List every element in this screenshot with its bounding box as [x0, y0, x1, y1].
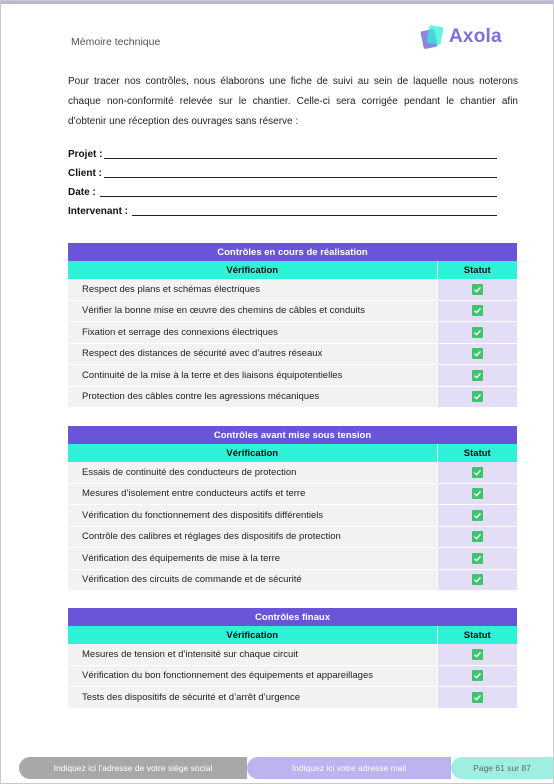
intro-paragraph: Pour tracer nos contrôles, nous élaborons une fiche de suivi au sein de laquelle nous noterons chaque non-conformité relevée sur le chantier. Celle-ci sera corrigée pendant le chantier afin d’obtenir une réception des ouvrages sans réserve : [68, 76, 518, 127]
status-cell[interactable] [437, 526, 517, 548]
logo [419, 23, 519, 53]
status-cell[interactable] [437, 483, 517, 505]
field-projet-label: Projet : [68, 149, 103, 160]
check-icon[interactable] [472, 531, 483, 542]
table-title: Contrôles en cours de réalisation [68, 243, 517, 261]
check-icon[interactable] [472, 370, 483, 381]
row-label: Tests des dispositifs de sécurité et d’arrêt d’urgence [68, 687, 437, 709]
row-label: Mesures d’isolement entre conducteurs actifs et terre [68, 483, 437, 505]
table-row [68, 569, 517, 591]
table-row [68, 300, 517, 322]
status-cell[interactable] [437, 322, 517, 344]
check-icon[interactable] [472, 327, 483, 338]
check-icon[interactable] [472, 305, 483, 316]
table-row [68, 483, 517, 505]
col-header-statut: Statut [437, 261, 517, 279]
status-cell[interactable] [437, 365, 517, 387]
table-controles-finaux [68, 608, 517, 709]
status-cell[interactable] [437, 548, 517, 570]
row-label: Respect des plans et schémas électriques [68, 279, 437, 300]
table-row [68, 526, 517, 548]
check-icon[interactable] [472, 692, 483, 703]
check-icon[interactable] [472, 649, 483, 660]
row-label: Protection des câbles contre les agressions mécaniques [68, 386, 437, 408]
top-accent-bar [1, 1, 553, 4]
check-icon[interactable] [472, 488, 483, 499]
check-icon[interactable] [472, 574, 483, 585]
row-label: Vérifier la bonne mise en œuvre des chemins de câbles et conduits [68, 300, 437, 322]
status-cell[interactable] [437, 300, 517, 322]
table-row [68, 687, 517, 709]
table-title: Contrôles finaux [68, 608, 517, 626]
axola-logo-icon [419, 23, 449, 53]
check-icon[interactable] [472, 284, 483, 295]
table-row [68, 322, 517, 344]
table-row [68, 462, 517, 483]
table-controles-avant-tension [68, 426, 517, 591]
footer-mail: Indiquez ici votre adresse mail [247, 757, 451, 779]
field-intervenant-label: Intervenant : [68, 206, 129, 217]
footer-address: Indiquez ici l’adresse de votre siège social [19, 757, 247, 779]
row-label: Continuité de la mise à la terre et des liaisons équipotentielles [68, 365, 437, 387]
field-date-label: Date : [68, 187, 96, 198]
status-cell[interactable] [437, 279, 517, 300]
table-row [68, 548, 517, 570]
table-row [68, 279, 517, 300]
status-cell[interactable] [437, 462, 517, 483]
col-header-statut: Statut [437, 444, 517, 462]
row-label: Fixation et serrage des connexions électriques [68, 322, 437, 344]
col-header-verification: Vérification [68, 261, 437, 279]
table-row [68, 386, 517, 408]
row-label: Mesures de tension et d’intensité sur chaque circuit [68, 644, 437, 665]
check-icon[interactable] [472, 510, 483, 521]
table-title: Contrôles avant mise sous tension [68, 426, 517, 444]
field-client-label: Client : [68, 168, 102, 179]
field-client-line[interactable] [104, 177, 497, 178]
row-label: Vérification du fonctionnement des dispositifs différentiels [68, 505, 437, 527]
footer-page-number: Page 61 sur 87 [451, 757, 553, 779]
field-projet-line[interactable] [104, 158, 497, 159]
field-intervenant-line[interactable] [132, 215, 497, 216]
check-icon[interactable] [472, 553, 483, 564]
status-cell[interactable] [437, 665, 517, 687]
col-header-verification: Vérification [68, 444, 437, 462]
check-icon[interactable] [472, 348, 483, 359]
field-date-line[interactable] [100, 196, 497, 197]
status-cell[interactable] [437, 687, 517, 709]
header-title: Mémoire technique [71, 36, 161, 48]
row-label: Vérification des circuits de commande et de sécurité [68, 569, 437, 591]
check-icon[interactable] [472, 670, 483, 681]
status-cell[interactable] [437, 505, 517, 527]
table-row [68, 665, 517, 687]
logo-text: Axola [449, 26, 502, 47]
row-label: Vérification des équipements de mise à la terre [68, 548, 437, 570]
row-label: Essais de continuité des conducteurs de protection [68, 462, 437, 483]
status-cell[interactable] [437, 644, 517, 665]
table-row [68, 343, 517, 365]
table-row [68, 505, 517, 527]
table-row [68, 365, 517, 387]
table-row [68, 644, 517, 665]
status-cell[interactable] [437, 386, 517, 408]
status-cell[interactable] [437, 569, 517, 591]
col-header-verification: Vérification [68, 626, 437, 644]
row-label: Respect des distances de sécurité avec d’autres réseaux [68, 343, 437, 365]
table-controles-realisation [68, 243, 517, 408]
status-cell[interactable] [437, 343, 517, 365]
row-label: Vérification du bon fonctionnement des équipements et appareillages [68, 665, 437, 687]
col-header-statut: Statut [437, 626, 517, 644]
check-icon[interactable] [472, 467, 483, 478]
check-icon[interactable] [472, 391, 483, 402]
row-label: Contrôle des calibres et réglages des dispositifs de protection [68, 526, 437, 548]
